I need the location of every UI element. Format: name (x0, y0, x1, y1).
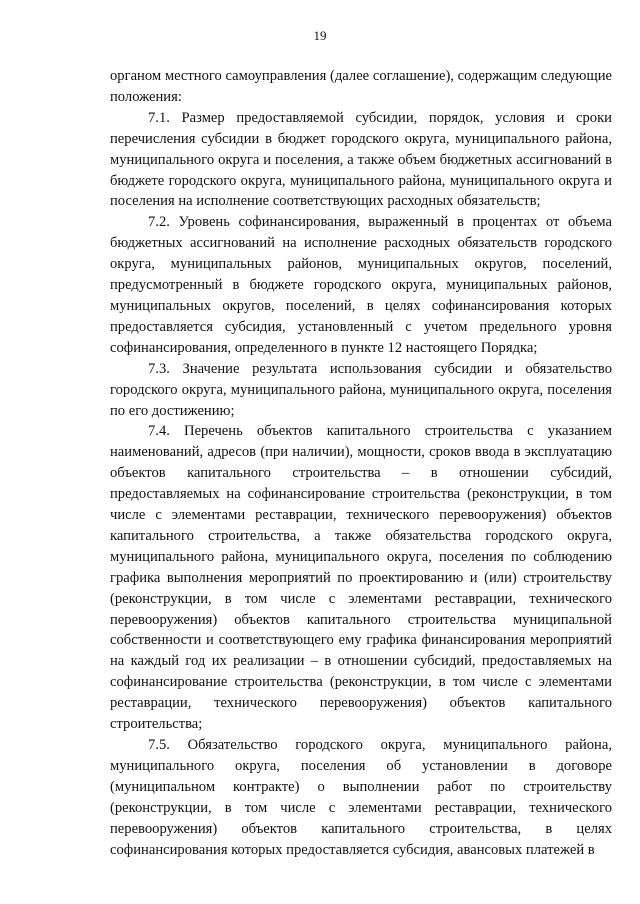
document-body (110, 66, 612, 860)
paragraph-7-4: 7.4. Перечень объектов капитального строительства с указанием наименований, адресов (при наличии), мощности, сроков ввода в эксплуатацию объектов капитального строительства – в отношении субсидий, предоставляемых на софинансирование строительства (реконструкции, в том числе с элементами реставрации, технического перевооружения) объектов капитального строительства, а также обязательства городского округа, муниципального района, муниципального округа, поселения по соблюдению графика выполнения мероприятий по проектированию и (или) строительству (реконструкции, в том числе с элементами реставрации, технического перевооружения) объектов капитального строительства муниципальной собственности и соответствующего ему графика финансирования мероприятий на каждый год их реализации – в отношении субсидий, предоставляемых на софинансирование строительства (реконструкции, в том числе с элементами реставрации, технического перевооружения) объектов капитального строительства; (110, 423, 612, 733)
paragraph-7-2: 7.2. Уровень софинансирования, выраженный в процентах от объема бюджетных ассигнований на исполнение расходных обязательств городского округа, муниципальных районов, муниципальных округов, поселений, предусмотренный в бюджете городского округа, муниципальных районов, муниципальных округов, поселений, в целях софинансирования которых предоставляется субсидия, установленный с учетом предельного уровня софинансирования, определенного в пункте 12 настоящего Порядка; (110, 214, 612, 356)
page-number: 19 (313, 28, 327, 43)
paragraph-7-3: 7.3. Значение результата использования субсидии и обязательство городского округа, муниципального района, муниципального округа, поселения по его достижению; (110, 360, 612, 419)
paragraph-7-1: 7.1. Размер предоставляемой субсидии, порядок, условия и сроки перечисления субсидии в бюджет городского округа, муниципального района, муниципального округа и поселения, а также объем бюджетных ассигнований в бюджете городского округа, муниципального района, муниципального округа и поселения на исполнение соответствующих расходных обязательств; (110, 109, 612, 210)
paragraph-continuation: органом местного самоуправления (далее соглашение), содержащим следующие положения: (110, 68, 612, 105)
paragraph-7-5: 7.5. Обязательство городского округа, муниципального района, муниципального округа, поселения об установлении в договоре (муниципальном контракте) о выполнении работ по строительству (реконструкции, в том числе с элементами реставрации, технического перевооружения) объектов капитального строительства, в целях софинансирования которых предоставляется субсидия, авансовых платежей в (110, 737, 612, 858)
